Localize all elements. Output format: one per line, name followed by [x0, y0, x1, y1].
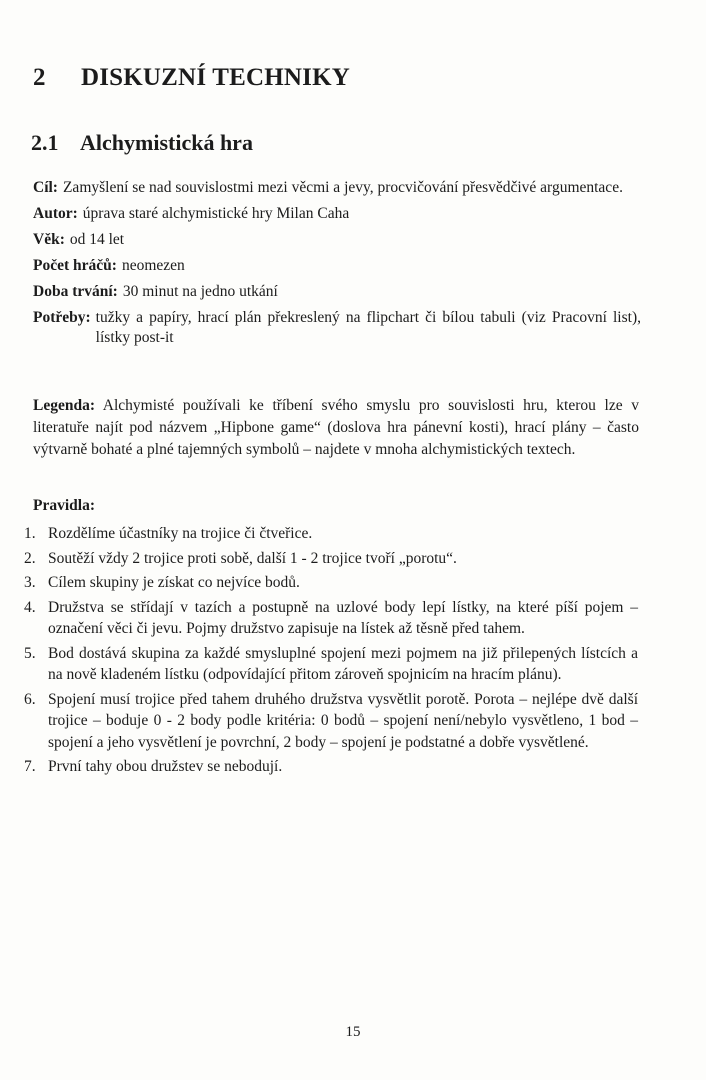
- rule-number: 2.: [24, 549, 36, 567]
- rule-item: [24, 643, 638, 686]
- meta-players: [33, 256, 641, 276]
- activity-metadata: [33, 178, 641, 354]
- rule-number: 6.: [24, 690, 36, 708]
- meta-label: Cíl:: [33, 179, 58, 196]
- page-number: 15: [345, 1024, 361, 1040]
- legend-label: Legenda:: [33, 397, 95, 414]
- meta-value: neomezen: [121, 257, 185, 274]
- meta-label: Autor:: [33, 205, 78, 222]
- rule-number: 7.: [24, 758, 36, 775]
- rule-text: Bod dostává skupina za každé smysluplné spojení mezi pojmem na již přilepených lístcích a na nově kladeném lístku (odpovídající přitom zároveň spojnicím na hracím plánu).: [48, 644, 638, 683]
- meta-value: od 14 let: [69, 231, 125, 248]
- legend-text: Alchymisté používali ke tříbení svého smyslu pro souvislosti hru, kterou lze v literatuře najít pod názvem „Hipbone game“ (doslova hra pánevní kosti), hrací plány – často výtvarně bohaté a plné tajemných symbolů – najdete v mnoha alchymistických textech.: [33, 397, 639, 458]
- legend-paragraph: [33, 395, 639, 461]
- meta-value: 30 minut na jedno utkání: [122, 283, 278, 300]
- chapter-number: 2: [33, 64, 46, 91]
- rule-text: Družstva se střídají v tazích a postupně na uzlové body lepí lístky, na které píší pojem – označení věci či jevu. Pojmy družstvo zapisuje na lístek až těsně před tahem.: [48, 598, 638, 637]
- meta-author: [33, 204, 641, 224]
- rules-heading: Pravidla:: [33, 497, 95, 514]
- rule-text: Rozdělíme účastníky na trojice či čtveřice.: [48, 525, 313, 542]
- rule-item: [24, 523, 638, 545]
- rule-item: [24, 572, 638, 594]
- rule-number: 3.: [24, 574, 36, 591]
- rule-text: První tahy obou družstev se nebodují.: [48, 758, 283, 775]
- meta-materials: [33, 308, 641, 348]
- meta-age: [33, 230, 641, 250]
- rules-list: [24, 523, 638, 781]
- meta-duration: [33, 282, 641, 302]
- rule-text: Cílem skupiny je získat co nejvíce bodů.: [48, 574, 300, 591]
- rule-number: 1.: [24, 525, 36, 542]
- section-heading: [31, 130, 253, 156]
- meta-value: úprava staré alchymistické hry Milan Caha: [82, 205, 350, 222]
- meta-label: Doba trvání:: [33, 283, 118, 300]
- meta-label: Potřeby:: [33, 309, 91, 326]
- rule-item: [24, 597, 638, 640]
- meta-value: Zamyšlení se nad souvislostmi mezi věcmi a jevy, procvičování přesvědčivé argumentace.: [62, 179, 623, 196]
- meta-value: tužky a papíry, hrací plán překreslený na flipchart či bílou tabuli (viz Pracovní list), lístky post-it: [95, 309, 641, 346]
- rule-item: [24, 689, 638, 754]
- rule-item: [24, 756, 638, 778]
- section-number: 2.1: [31, 130, 59, 155]
- section-title: Alchymistická hra: [80, 130, 253, 155]
- rule-text: Spojení musí trojice před tahem druhého družstva vysvětlit porotě. Porota – nejlépe dvě další trojice – boduje 0 - 2 body podle kritéria: 0 bodů – spojení není/nebylo vysvětleno, 1 bod – spojení a jeho vysvětlení je povrchní, 2 body – spojení je podstatné a dobře vysvětlené.: [48, 690, 638, 751]
- meta-goal: [33, 178, 641, 198]
- rule-number: 5.: [24, 644, 36, 662]
- chapter-heading: [33, 64, 350, 92]
- meta-label: Počet hráčů:: [33, 257, 117, 274]
- rule-number: 4.: [24, 598, 36, 616]
- rule-text: Soutěží vždy 2 trojice proti sobě, další 1 - 2 trojice tvoří „porotu“.: [48, 549, 457, 567]
- chapter-title: DISKUZNÍ TECHNIKY: [81, 64, 350, 91]
- meta-label: Věk:: [33, 231, 65, 248]
- rule-item: [24, 548, 638, 570]
